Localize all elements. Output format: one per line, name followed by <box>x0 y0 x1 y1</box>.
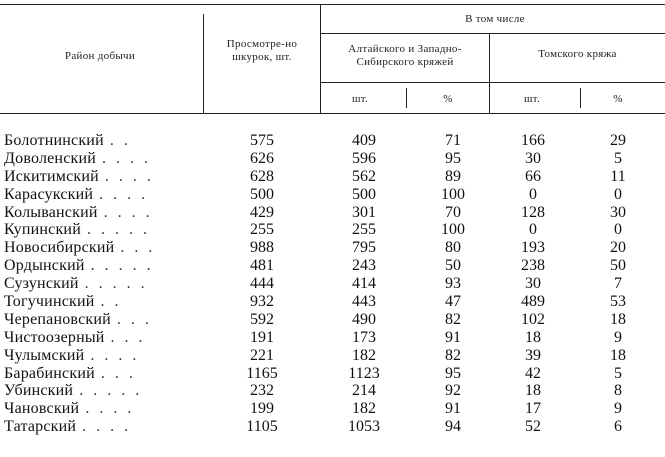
tomsk-pcs-cell: 0 <box>529 221 537 239</box>
tomsk-pcs-cell: 18 <box>525 328 541 346</box>
table-row <box>0 382 665 400</box>
tomsk-pcs-cell: 30 <box>525 149 541 167</box>
altai-pcs-cell: 182 <box>352 400 376 418</box>
header-divider-1 <box>203 14 204 113</box>
tomsk-pct-cell: 5 <box>614 364 622 382</box>
altai-pcs-cell: 443 <box>352 293 376 311</box>
tomsk-pcs-cell: 66 <box>525 167 541 185</box>
table-row <box>0 257 665 275</box>
viewed-cell: 1105 <box>246 418 278 436</box>
altai-pct-cell: 100 <box>441 221 465 239</box>
tomsk-pct-cell: 9 <box>614 328 622 346</box>
viewed-cell: 199 <box>250 400 274 418</box>
tomsk-pcs-cell: 30 <box>525 275 541 293</box>
table-row <box>0 311 665 329</box>
table-row <box>0 400 665 418</box>
viewed-cell: 575 <box>250 132 274 149</box>
district-cell: Чановский . . . . <box>4 400 135 418</box>
table-row <box>0 132 665 150</box>
table-row <box>0 221 665 239</box>
altai-pct-cell: 93 <box>445 275 461 293</box>
altai-pct-cell: 91 <box>445 328 461 346</box>
district-cell: Тогучинский . . <box>4 293 122 311</box>
district-cell: Ордынский . . . . . <box>4 257 154 275</box>
altai-pcs-cell: 243 <box>352 257 376 275</box>
table-body <box>0 132 665 436</box>
district-cell: Карасукский . . . . <box>4 185 149 203</box>
district-cell: Искитимский . . . . <box>4 167 154 185</box>
tomsk-pcs-cell: 17 <box>525 400 541 418</box>
altai-pcs-cell: 182 <box>352 346 376 364</box>
district-cell: Новосибирский . . . <box>4 239 156 257</box>
tomsk-pct-cell: 29 <box>610 132 626 149</box>
altai-pcs-cell: 214 <box>352 382 376 400</box>
table-row <box>0 365 665 383</box>
altai-pcs-cell: 490 <box>352 310 376 328</box>
header-tomsk: Томского кряжа <box>538 48 617 60</box>
tomsk-pcs-cell: 489 <box>521 293 545 311</box>
altai-pct-cell: 100 <box>441 185 465 203</box>
district-cell: Купинский . . . . . <box>4 221 150 239</box>
table-row <box>0 329 665 347</box>
including-rule <box>320 33 665 34</box>
table-row <box>0 418 665 436</box>
header-viewed: Просмотре-но шкурок, шт. <box>226 38 298 63</box>
viewed-cell: 1165 <box>246 364 278 382</box>
header-divider-3 <box>489 33 490 113</box>
altai-pcs-cell: 1053 <box>348 418 380 436</box>
altai-pct-cell: 47 <box>445 293 461 311</box>
tomsk-pct-cell: 50 <box>610 257 626 275</box>
altai-pct-cell: 70 <box>445 203 461 221</box>
viewed-cell: 500 <box>250 185 274 203</box>
tomsk-pcs-cell: 238 <box>521 257 545 275</box>
header-top-rule <box>0 4 665 5</box>
viewed-cell: 429 <box>250 203 274 221</box>
tomsk-pct-cell: 0 <box>614 185 622 203</box>
tomsk-pct-cell: 8 <box>614 382 622 400</box>
header-divider-tomsk-units <box>580 88 581 108</box>
tomsk-pct-cell: 11 <box>610 167 626 185</box>
viewed-cell: 232 <box>250 382 274 400</box>
tomsk-pct-cell: 6 <box>614 418 622 436</box>
tomsk-pct-cell: 53 <box>610 293 626 311</box>
header-divider-2 <box>320 4 321 113</box>
altai-pcs-cell: 301 <box>352 203 376 221</box>
header-altai-pcs: шт. <box>351 93 369 105</box>
table-row <box>0 239 665 257</box>
header-tomsk-pcs: шт. <box>523 93 541 105</box>
header-bottom-rule <box>0 113 665 114</box>
altai-pct-cell: 91 <box>445 400 461 418</box>
header-tomsk-pct: % <box>613 93 623 105</box>
district-cell: Чулымский . . . . <box>4 346 140 364</box>
tomsk-pcs-cell: 39 <box>525 346 541 364</box>
header-altai: Алтайского и Западно-Сибирского кряжей <box>348 43 462 68</box>
altai-pcs-cell: 596 <box>352 149 376 167</box>
altai-pcs-cell: 795 <box>352 239 376 257</box>
altai-pct-cell: 89 <box>445 167 461 185</box>
altai-pct-cell: 80 <box>445 239 461 257</box>
altai-pcs-cell: 500 <box>352 185 376 203</box>
tomsk-pct-cell: 9 <box>614 400 622 418</box>
tomsk-pct-cell: 18 <box>610 310 626 328</box>
table-row <box>0 150 665 168</box>
district-cell: Доволенский . . . . <box>4 149 151 167</box>
district-cell: Болотнинский . . <box>4 132 131 149</box>
viewed-cell: 628 <box>250 167 274 185</box>
altai-pct-cell: 82 <box>445 346 461 364</box>
table-row <box>0 275 665 293</box>
altai-pcs-cell: 562 <box>352 167 376 185</box>
district-cell: Черепановский . . . <box>4 310 152 328</box>
district-cell: Убинский . . . . . <box>4 382 143 400</box>
header-including: В том числе <box>465 13 525 25</box>
altai-pcs-cell: 409 <box>352 132 376 149</box>
table-row <box>0 293 665 311</box>
viewed-cell: 626 <box>250 149 274 167</box>
viewed-cell: 221 <box>250 346 274 364</box>
subunit-rule <box>320 82 665 83</box>
tomsk-pct-cell: 0 <box>614 221 622 239</box>
tomsk-pcs-cell: 0 <box>529 185 537 203</box>
header-divider-altai-units <box>406 88 407 108</box>
table-row <box>0 168 665 186</box>
viewed-cell: 592 <box>250 310 274 328</box>
tomsk-pcs-cell: 166 <box>521 132 545 149</box>
viewed-cell: 988 <box>250 239 274 257</box>
altai-pct-cell: 95 <box>445 149 461 167</box>
altai-pcs-cell: 414 <box>352 275 376 293</box>
altai-pct-cell: 95 <box>445 364 461 382</box>
table-row <box>0 347 665 365</box>
header-altai-pct: % <box>443 93 453 105</box>
tomsk-pct-cell: 30 <box>610 203 626 221</box>
tomsk-pcs-cell: 102 <box>521 310 545 328</box>
tomsk-pct-cell: 20 <box>610 239 626 257</box>
altai-pct-cell: 92 <box>445 382 461 400</box>
header-district: Район добычи <box>64 50 136 62</box>
tomsk-pcs-cell: 52 <box>525 418 541 436</box>
district-cell: Сузунский . . . . . <box>4 275 148 293</box>
district-cell: Колыванский . . . . <box>4 203 153 221</box>
viewed-cell: 481 <box>250 257 274 275</box>
viewed-cell: 444 <box>250 275 274 293</box>
viewed-cell: 255 <box>250 221 274 239</box>
tomsk-pct-cell: 5 <box>614 149 622 167</box>
district-cell: Татарский . . . . <box>4 418 132 436</box>
tomsk-pct-cell: 18 <box>610 346 626 364</box>
viewed-cell: 932 <box>250 293 274 311</box>
district-cell: Барабинский . . . <box>4 364 136 382</box>
table-row <box>0 204 665 222</box>
tomsk-pcs-cell: 193 <box>521 239 545 257</box>
altai-pct-cell: 94 <box>445 418 461 436</box>
altai-pcs-cell: 255 <box>352 221 376 239</box>
tomsk-pct-cell: 7 <box>614 275 622 293</box>
altai-pct-cell: 71 <box>445 132 461 149</box>
tomsk-pcs-cell: 42 <box>525 364 541 382</box>
viewed-cell: 191 <box>250 328 274 346</box>
tomsk-pcs-cell: 18 <box>525 382 541 400</box>
altai-pct-cell: 50 <box>445 257 461 275</box>
table-row <box>0 186 665 204</box>
altai-pct-cell: 82 <box>445 310 461 328</box>
altai-pcs-cell: 1123 <box>348 364 380 382</box>
tomsk-pcs-cell: 128 <box>521 203 545 221</box>
altai-pcs-cell: 173 <box>352 328 376 346</box>
district-cell: Чистоозерный . . . <box>4 328 146 346</box>
